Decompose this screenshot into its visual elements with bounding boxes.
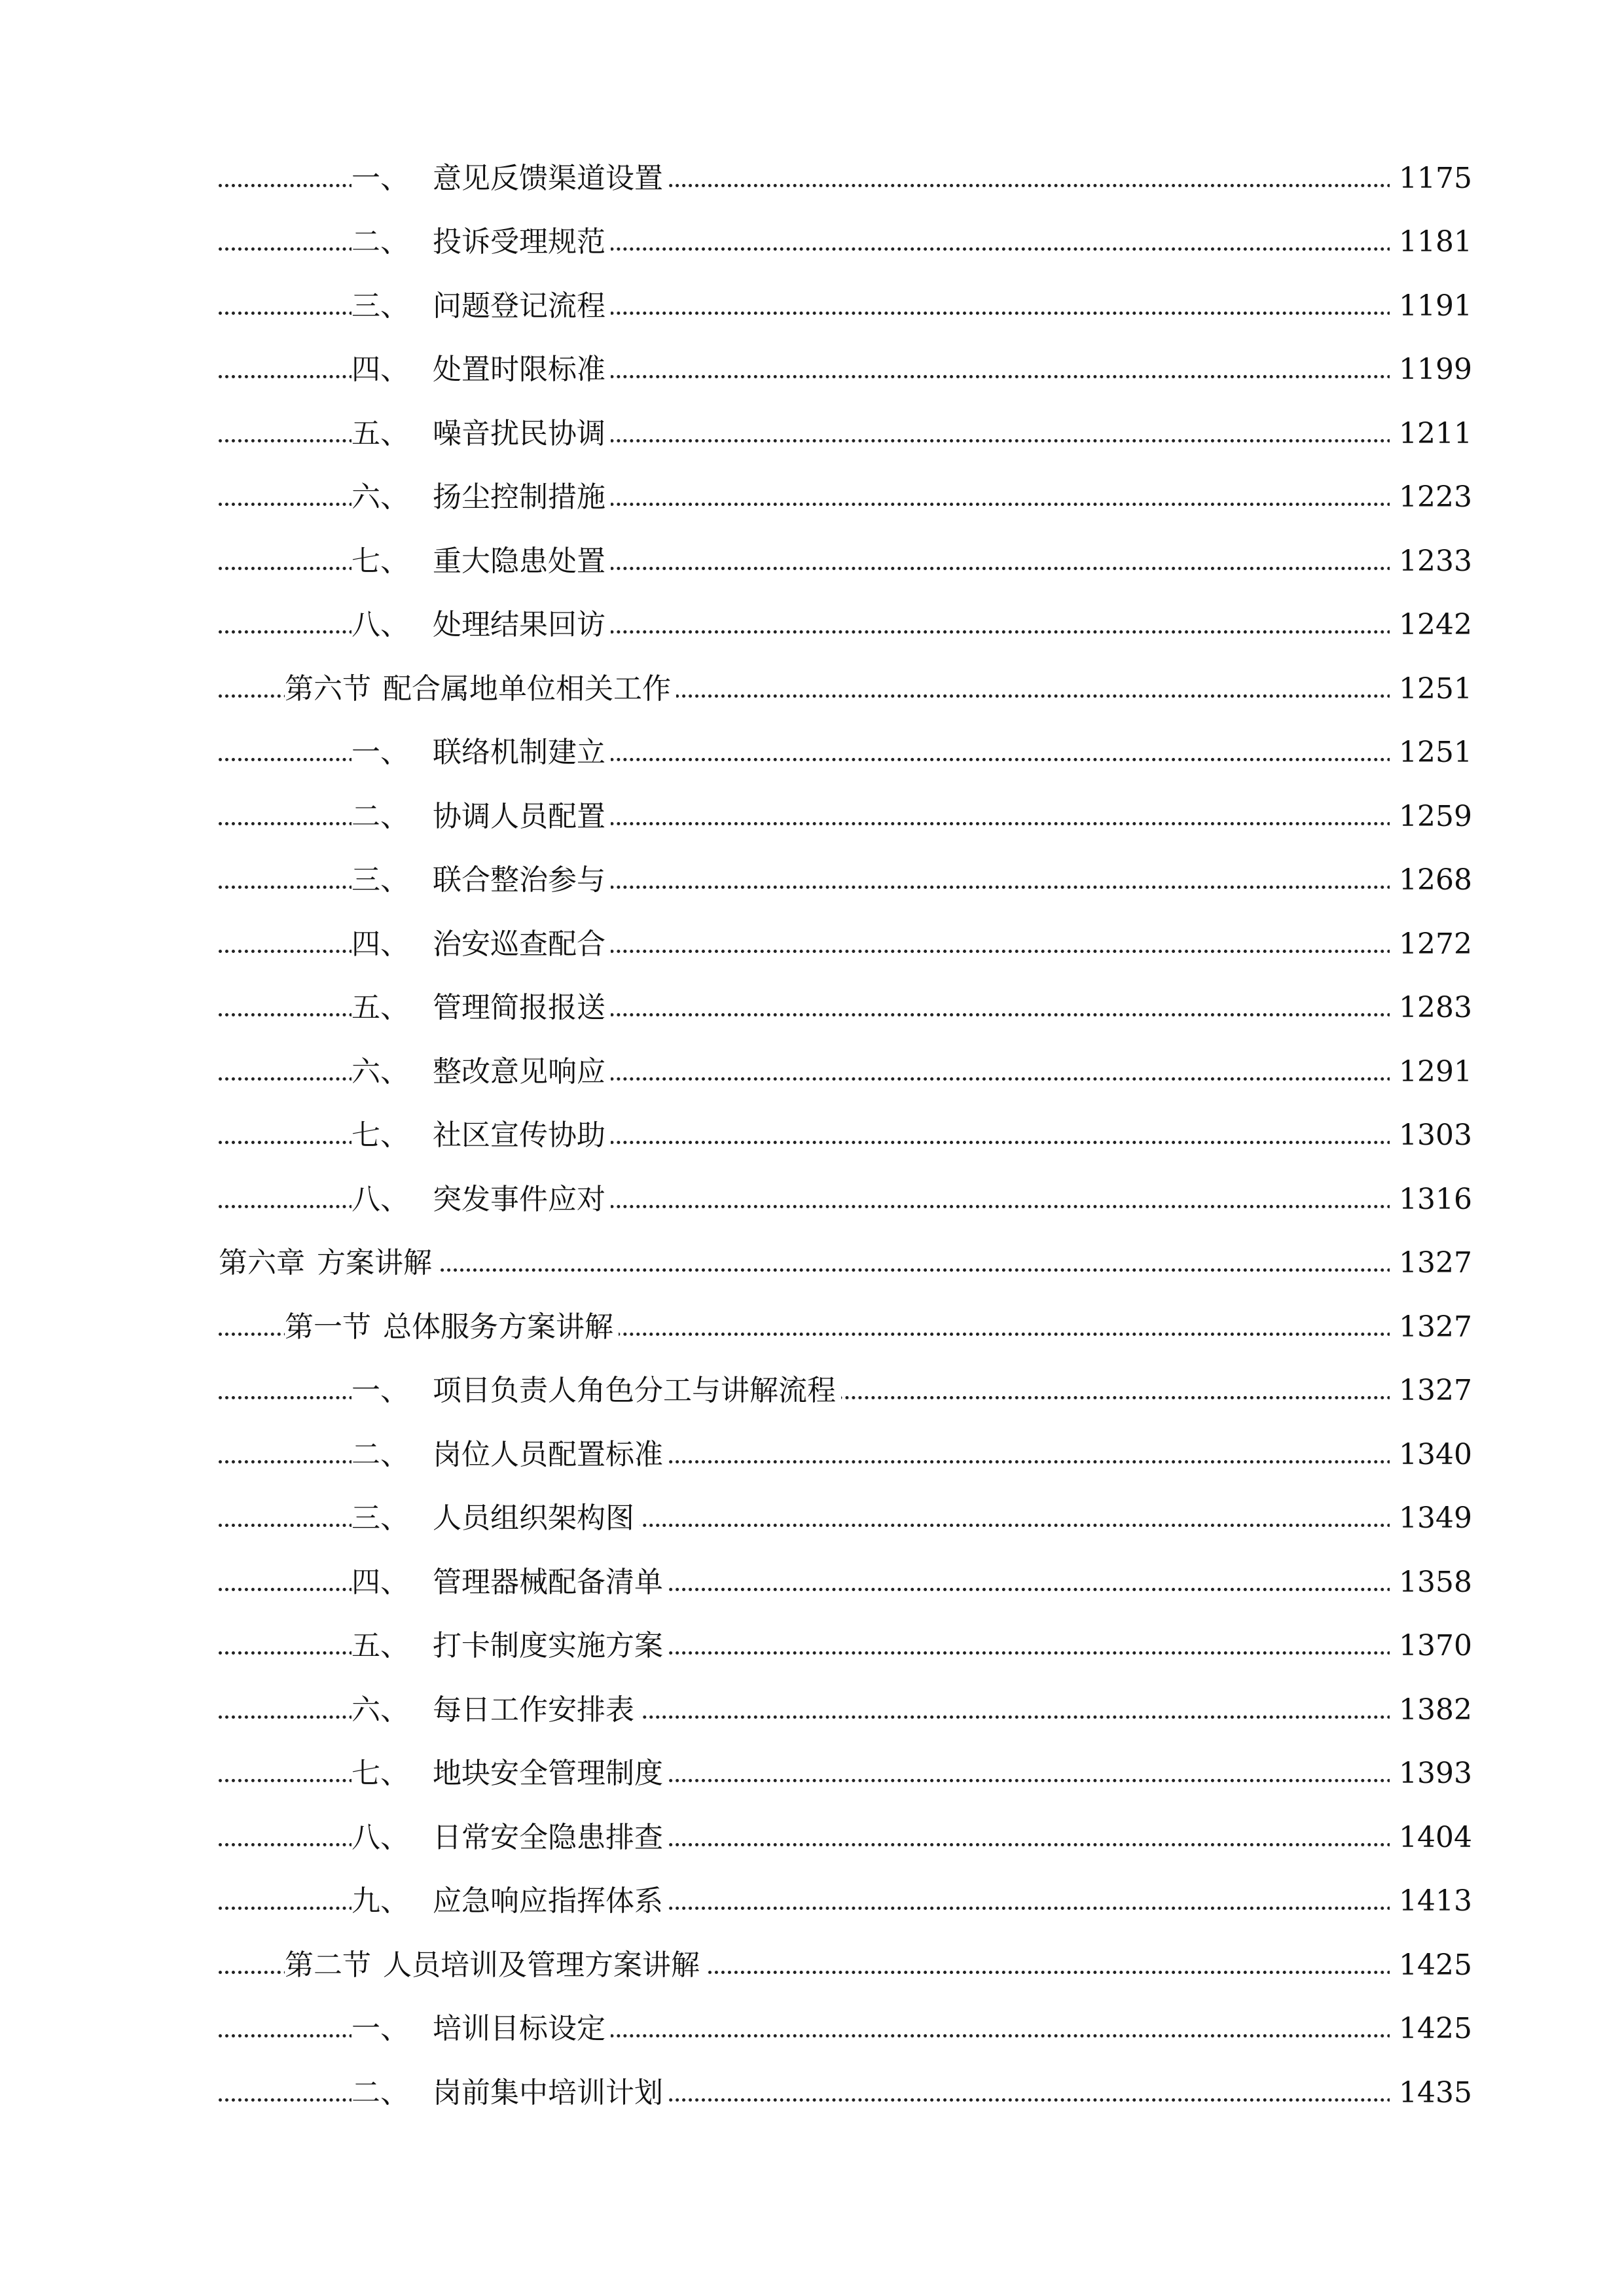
toc-entry-text: [219, 1246, 437, 1280]
toc-entry-text: [285, 1948, 705, 1982]
toc-entry-text: [285, 672, 676, 706]
toc-entry-text: [352, 799, 611, 833]
toc-entry[interactable]: [0, 1104, 1624, 1168]
toc-entry-number: 四、: [352, 353, 409, 387]
toc-entry-title: 打卡制度实施方案: [433, 1629, 663, 1663]
toc-entry-number: 第二节: [285, 1948, 371, 1982]
toc-entry[interactable]: [0, 211, 1624, 275]
toc-entry-number: 五、: [352, 1629, 409, 1663]
toc-entry-title: 管理简报报送: [433, 991, 605, 1025]
toc-entry-title: 重大隐患处置: [433, 544, 605, 578]
toc-entry[interactable]: [0, 1040, 1624, 1104]
toc-entry-title: 方案讲解: [317, 1246, 432, 1280]
toc-entry-title: 联络机制建立: [433, 736, 605, 770]
toc-entry[interactable]: [0, 466, 1624, 530]
toc-entry-text: [352, 1884, 668, 1918]
toc-entry-page-number: 1327: [1390, 1249, 1472, 1278]
table-of-contents: [0, 147, 1624, 2125]
toc-entry-text: [352, 225, 611, 259]
toc-entry-text: [352, 863, 611, 897]
toc-entry-title: 意见反馈渠道设置: [433, 161, 663, 195]
toc-entry-text: [352, 736, 611, 770]
toc-entry-text: [352, 1693, 640, 1727]
toc-entry-title: 扬尘控制措施: [433, 480, 605, 514]
toc-entry-page-number: 1358: [1390, 1568, 1472, 1597]
toc-entry-title: 项目负责人角色分工与讲解流程: [433, 1374, 836, 1408]
toc-entry-page-number: 1175: [1390, 164, 1472, 193]
toc-entry-number: 六、: [352, 1693, 409, 1727]
toc-entry-text: [352, 161, 668, 195]
toc-entry-text: [352, 1437, 668, 1471]
toc-entry-title: 协调人员配置: [433, 799, 605, 833]
toc-entry-text: [352, 1565, 668, 1599]
toc-entry-number: 第六节: [285, 672, 371, 706]
toc-entry-number: 一、: [352, 2012, 409, 2046]
toc-entry[interactable]: [0, 912, 1624, 977]
toc-entry-number: 第六章: [219, 1246, 305, 1280]
toc-entry-title: 联合整治参与: [433, 863, 605, 897]
toc-entry-text: [352, 991, 611, 1025]
toc-entry-title: 人员组织架构图: [433, 1501, 634, 1535]
toc-entry-page-number: 1283: [1390, 994, 1472, 1022]
toc-entry-text: [352, 1119, 611, 1153]
toc-entry-title: 人员培训及管理方案讲解: [383, 1948, 700, 1982]
toc-entry-text: [352, 480, 611, 514]
toc-entry[interactable]: [0, 1551, 1624, 1615]
toc-entry-text: [352, 544, 611, 578]
toc-entry-number: 二、: [352, 225, 409, 259]
toc-entry-text: [352, 289, 611, 323]
toc-entry-title: 治安巡查配合: [433, 927, 605, 961]
toc-entry-text: [352, 1629, 668, 1663]
toc-entry-page-number: 1242: [1390, 611, 1472, 639]
toc-entry[interactable]: [0, 1998, 1624, 2062]
toc-entry-page-number: 1272: [1390, 930, 1472, 959]
toc-entry-number: 二、: [352, 799, 409, 833]
toc-entry[interactable]: [0, 785, 1624, 849]
toc-entry-title: 突发事件应对: [433, 1182, 605, 1216]
toc-entry-page-number: 1425: [1390, 1951, 1472, 1980]
toc-entry-page-number: 1233: [1390, 547, 1472, 576]
toc-entry-page-number: 1349: [1390, 1504, 1472, 1533]
toc-entry-number: 四、: [352, 1565, 409, 1599]
toc-entry-title: 管理器械配备清单: [433, 1565, 663, 1599]
toc-entry[interactable]: [0, 721, 1624, 785]
toc-entry[interactable]: [0, 1806, 1624, 1870]
toc-entry-page-number: 1340: [1390, 1441, 1472, 1469]
toc-entry[interactable]: [0, 1359, 1624, 1424]
toc-entry-number: 四、: [352, 927, 409, 961]
toc-entry-page-number: 1211: [1390, 420, 1472, 448]
toc-entry-title: 配合属地单位相关工作: [383, 672, 671, 706]
toc-entry[interactable]: [0, 1487, 1624, 1551]
toc-entry-page-number: 1327: [1390, 1376, 1472, 1405]
toc-entry-text: [352, 1182, 611, 1216]
toc-entry-number: 一、: [352, 736, 409, 770]
toc-entry-text: [352, 416, 611, 450]
toc-entry[interactable]: [0, 147, 1624, 211]
toc-entry-text: [352, 353, 611, 387]
toc-entry-text: [352, 1501, 640, 1535]
toc-entry-number: 七、: [352, 1757, 409, 1791]
toc-entry[interactable]: [0, 1232, 1624, 1296]
toc-entry[interactable]: [0, 274, 1624, 338]
toc-entry-number: 一、: [352, 161, 409, 195]
toc-entry-title: 岗前集中培训计划: [433, 2075, 663, 2109]
toc-entry-number: 三、: [352, 1501, 409, 1535]
toc-entry-page-number: 1251: [1390, 738, 1472, 767]
toc-entry-title: 岗位人员配置标准: [433, 1437, 663, 1471]
toc-entry-number: 第一节: [285, 1310, 371, 1344]
toc-entry-number: 八、: [352, 1820, 409, 1854]
toc-entry-title: 整改意见响应: [433, 1054, 605, 1088]
toc-entry-title: 总体服务方案讲解: [383, 1310, 613, 1344]
toc-entry-number: 六、: [352, 480, 409, 514]
toc-entry-number: 一、: [352, 1374, 409, 1408]
toc-entry-text: [352, 1374, 841, 1408]
toc-entry-page-number: 1268: [1390, 866, 1472, 895]
toc-entry-title: 投诉受理规范: [433, 225, 605, 259]
toc-entry[interactable]: [0, 402, 1624, 466]
toc-entry-page-number: 1291: [1390, 1058, 1472, 1086]
toc-entry[interactable]: [0, 1678, 1624, 1742]
toc-entry-number: 七、: [352, 544, 409, 578]
toc-entry-title: 地块安全管理制度: [433, 1757, 663, 1791]
toc-entry-text: [352, 2012, 611, 2046]
toc-entry[interactable]: [0, 1742, 1624, 1806]
toc-entry-text: [352, 1820, 668, 1854]
toc-entry-page-number: 1303: [1390, 1121, 1472, 1150]
toc-entry-number: 三、: [352, 289, 409, 323]
toc-entry[interactable]: [0, 594, 1624, 658]
toc-entry-page-number: 1435: [1390, 2079, 1472, 2108]
toc-entry-page-number: 1316: [1390, 1185, 1472, 1214]
toc-entry[interactable]: [0, 1168, 1624, 1232]
toc-entry-number: 五、: [352, 991, 409, 1025]
toc-entry-page-number: 1327: [1390, 1313, 1472, 1342]
toc-entry-title: 处置时限标准: [433, 353, 605, 387]
toc-entry-title: 每日工作安排表: [433, 1693, 634, 1727]
toc-entry[interactable]: [0, 1423, 1624, 1487]
toc-entry[interactable]: [0, 1295, 1624, 1359]
toc-entry-title: 噪音扰民协调: [433, 416, 605, 450]
toc-entry-number: 八、: [352, 608, 409, 642]
toc-entry[interactable]: [0, 338, 1624, 403]
toc-entry-number: 六、: [352, 1054, 409, 1088]
toc-entry-page-number: 1425: [1390, 2015, 1472, 2043]
toc-entry-page-number: 1223: [1390, 483, 1472, 512]
toc-entry-number: 九、: [352, 1884, 409, 1918]
toc-entry-text: [352, 2075, 668, 2109]
toc-entry-number: 七、: [352, 1119, 409, 1153]
toc-entry-page-number: 1404: [1390, 1823, 1472, 1852]
toc-entry-number: 三、: [352, 863, 409, 897]
toc-entry-text: [352, 1757, 668, 1791]
toc-entry[interactable]: [0, 657, 1624, 721]
toc-entry-title: 问题登记流程: [433, 289, 605, 323]
toc-entry-page-number: 1259: [1390, 802, 1472, 831]
toc-entry-text: [352, 927, 611, 961]
toc-entry-page-number: 1370: [1390, 1632, 1472, 1660]
toc-entry-page-number: 1199: [1390, 355, 1472, 384]
toc-entry-title: 社区宣传协助: [433, 1119, 605, 1153]
toc-entry-text: [352, 1054, 611, 1088]
toc-entry[interactable]: [0, 977, 1624, 1041]
toc-entry-text: [285, 1310, 619, 1344]
toc-entry[interactable]: [0, 1933, 1624, 1998]
toc-entry-page-number: 1191: [1390, 292, 1472, 321]
toc-entry-page-number: 1181: [1390, 228, 1472, 257]
toc-entry[interactable]: [0, 1870, 1624, 1934]
toc-entry-number: 五、: [352, 416, 409, 450]
toc-entry-page-number: 1413: [1390, 1887, 1472, 1916]
toc-entry-number: 八、: [352, 1182, 409, 1216]
toc-entry-page-number: 1393: [1390, 1759, 1472, 1788]
toc-entry-number: 二、: [352, 1437, 409, 1471]
toc-entry-title: 应急响应指挥体系: [433, 1884, 663, 1918]
toc-entry-number: 二、: [352, 2075, 409, 2109]
toc-entry[interactable]: [0, 1615, 1624, 1679]
toc-entry[interactable]: [0, 529, 1624, 594]
toc-entry-text: [352, 608, 611, 642]
toc-entry-title: 日常安全隐患排查: [433, 1820, 663, 1854]
toc-entry-title: 处理结果回访: [433, 608, 605, 642]
toc-entry-title: 培训目标设定: [433, 2012, 605, 2046]
toc-entry-page-number: 1382: [1390, 1696, 1472, 1725]
toc-entry[interactable]: [0, 2061, 1624, 2125]
toc-entry-page-number: 1251: [1390, 675, 1472, 704]
toc-entry[interactable]: [0, 849, 1624, 913]
